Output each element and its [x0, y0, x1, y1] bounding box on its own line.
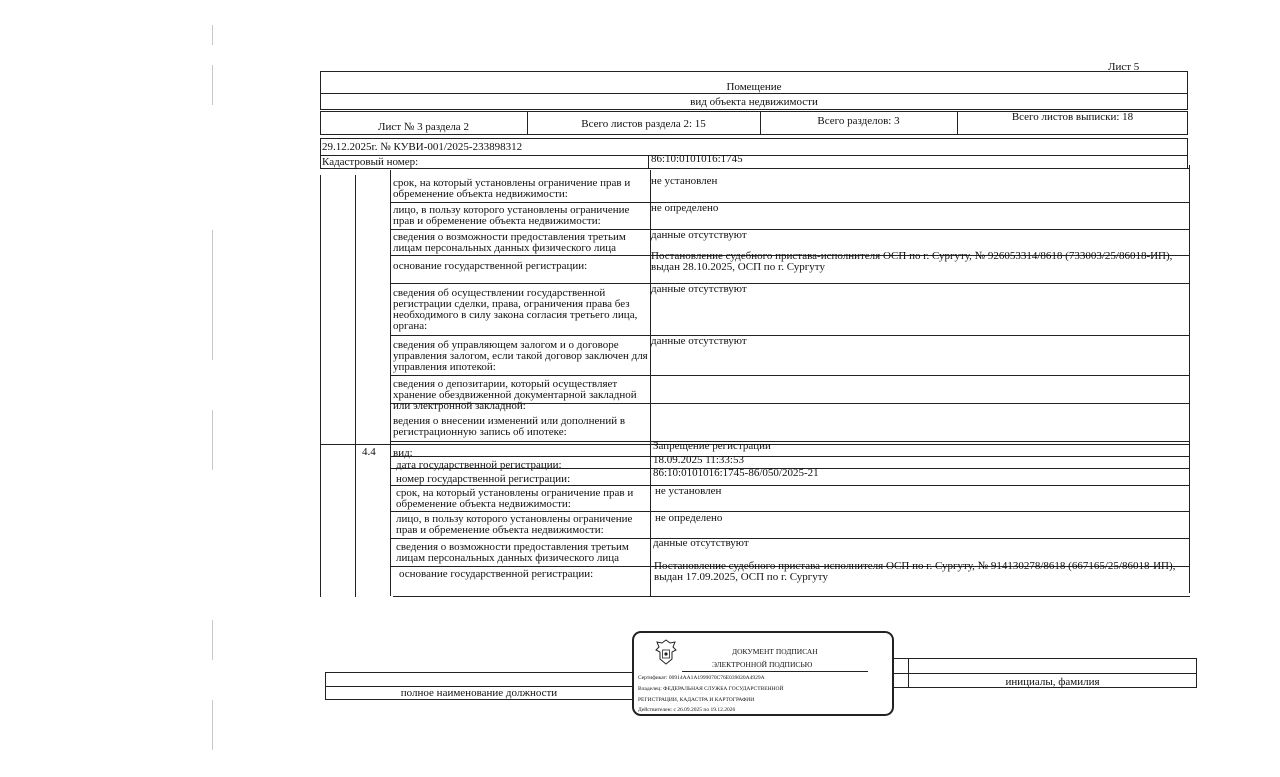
stamp-line1: ДОКУМЕНТ ПОДПИСАН [732, 647, 818, 656]
row-label: лицо, в пользу которого установлены ограничение прав и обременение объекта недвижимости: [396, 514, 633, 536]
row-label: сведения о возможности предоставления третьим лицам персональных данных физического лица [393, 232, 626, 254]
row-label: вид: [393, 448, 413, 459]
cadastral-label: Кадастровый номер: [322, 157, 419, 168]
row-value: данные отсутствуют [651, 230, 747, 241]
page-edge-mark [212, 25, 213, 45]
row-value: данные отсутствуют [651, 284, 747, 295]
page-edge-mark [212, 410, 213, 470]
row-value: не определено [651, 203, 719, 214]
row-value: данные отсутствуют [653, 538, 749, 549]
row-value: 86:10:0101016:1745-86/050/2025-21 [653, 468, 819, 479]
row-value: 18.09.2025 11:33:53 [653, 455, 744, 466]
row-label: номер государственной регистрации: [396, 474, 571, 485]
row-label: сведения о возможности предоставления третьим лицам персональных данных физического лица [396, 542, 629, 564]
sheet-number: Лист 5 [1108, 62, 1140, 73]
row-label: лицо, в пользу которого установлены ограничение прав и обременение объекта недвижимости: [393, 205, 630, 227]
page-edge-mark [212, 65, 213, 105]
section-sheet: Лист № 3 раздела 2 [378, 122, 469, 133]
page-edge-mark [212, 700, 213, 750]
row-value: Запрещение регистрации [653, 441, 771, 452]
stamp-line2: ЭЛЕКТРОННОЙ ПОДПИСЬЮ [712, 660, 813, 669]
total-sheets-section: Всего листов раздела 2: 15 [581, 119, 706, 130]
row-value: данные отсутствуют [651, 336, 747, 347]
coat-of-arms-icon [652, 637, 680, 667]
row-label: срок, на который установлены ограничение прав и обременение объекта недвижимости: [393, 178, 631, 200]
stamp-certificate: Сертификат: 00914AA1A1999070C76E039020A4929А [638, 675, 765, 681]
position-caption: полное наименование должности [400, 688, 558, 699]
row-label: основание государственной регистрации: [393, 261, 588, 272]
page-edge-mark [212, 620, 213, 660]
row-label: срок, на который установлены ограничение прав и обременение объекта недвижимости: [396, 488, 634, 510]
row-value: не установлен [651, 176, 718, 187]
row-label: сведения о депозитарии, который осуществляет хранение обездвиженной документарной закладной или электронной закладной: [393, 379, 637, 412]
row-label: основание государственной регистрации: [399, 569, 594, 580]
row-value: не установлен [655, 486, 722, 497]
doc-number: 29.12.2025г. № КУВИ-001/2025-233898312 [322, 142, 523, 153]
total-sections: Всего разделов: 3 [817, 116, 900, 127]
object-type-title: Помещение [726, 82, 782, 93]
stamp-owner-line1: Владелец: ФЕДЕРАЛЬНАЯ СЛУЖБА ГОСУДАРСТВЕННОЙ [638, 686, 784, 692]
row-value: Постановление судебного пристава-исполнителя ОСП по г. Сургуту, № 926053314/8618 (733003/25/86018-ИП), выдан 28.10.2025, ОСП по г. Сургуту [651, 251, 1173, 273]
page-edge-mark [212, 230, 213, 360]
object-type-caption: вид объекта недвижимости [690, 97, 818, 108]
row-label: сведения об управляющем залогом и о договоре управления залогом, если такой договор заключен для управления ипотекой: [393, 340, 648, 373]
cadastral-row [320, 155, 1188, 169]
e-signature-stamp [632, 631, 894, 716]
row-label: ведения о внесении изменений или дополнений в регистрационную запись об ипотеке: [393, 416, 626, 438]
total-sheets-extract: Всего листов выписки: 18 [1011, 112, 1134, 123]
stamp-owner-line2: РЕГИСТРАЦИИ, КАДАСТРА И КАРТОГРАФИИ [638, 697, 755, 703]
row-label: сведения об осуществлении государственной регистрации сделки, права, ограничения права без необходимого в силу закона согласия третьего лица, органа: [393, 288, 638, 332]
stamp-validity: Действителен: с 26.09.2025 по 19.12.2026 [638, 707, 736, 713]
row-value: Постановление судебного пристава-исполнителя ОСП по г. Сургуту, № 914130278/8618 (667165/25/86018-ИП), выдан 17.09.2025, ОСП по г. Сургуту [654, 561, 1176, 583]
cadastral-value: 86:10:0101016:1745 [651, 154, 743, 165]
entry-number: 4.4 [362, 447, 376, 458]
row-label: дата государственной регистрации: [396, 460, 562, 471]
row-value: не определено [655, 513, 723, 524]
name-caption: инициалы, фамилия [1005, 677, 1100, 688]
